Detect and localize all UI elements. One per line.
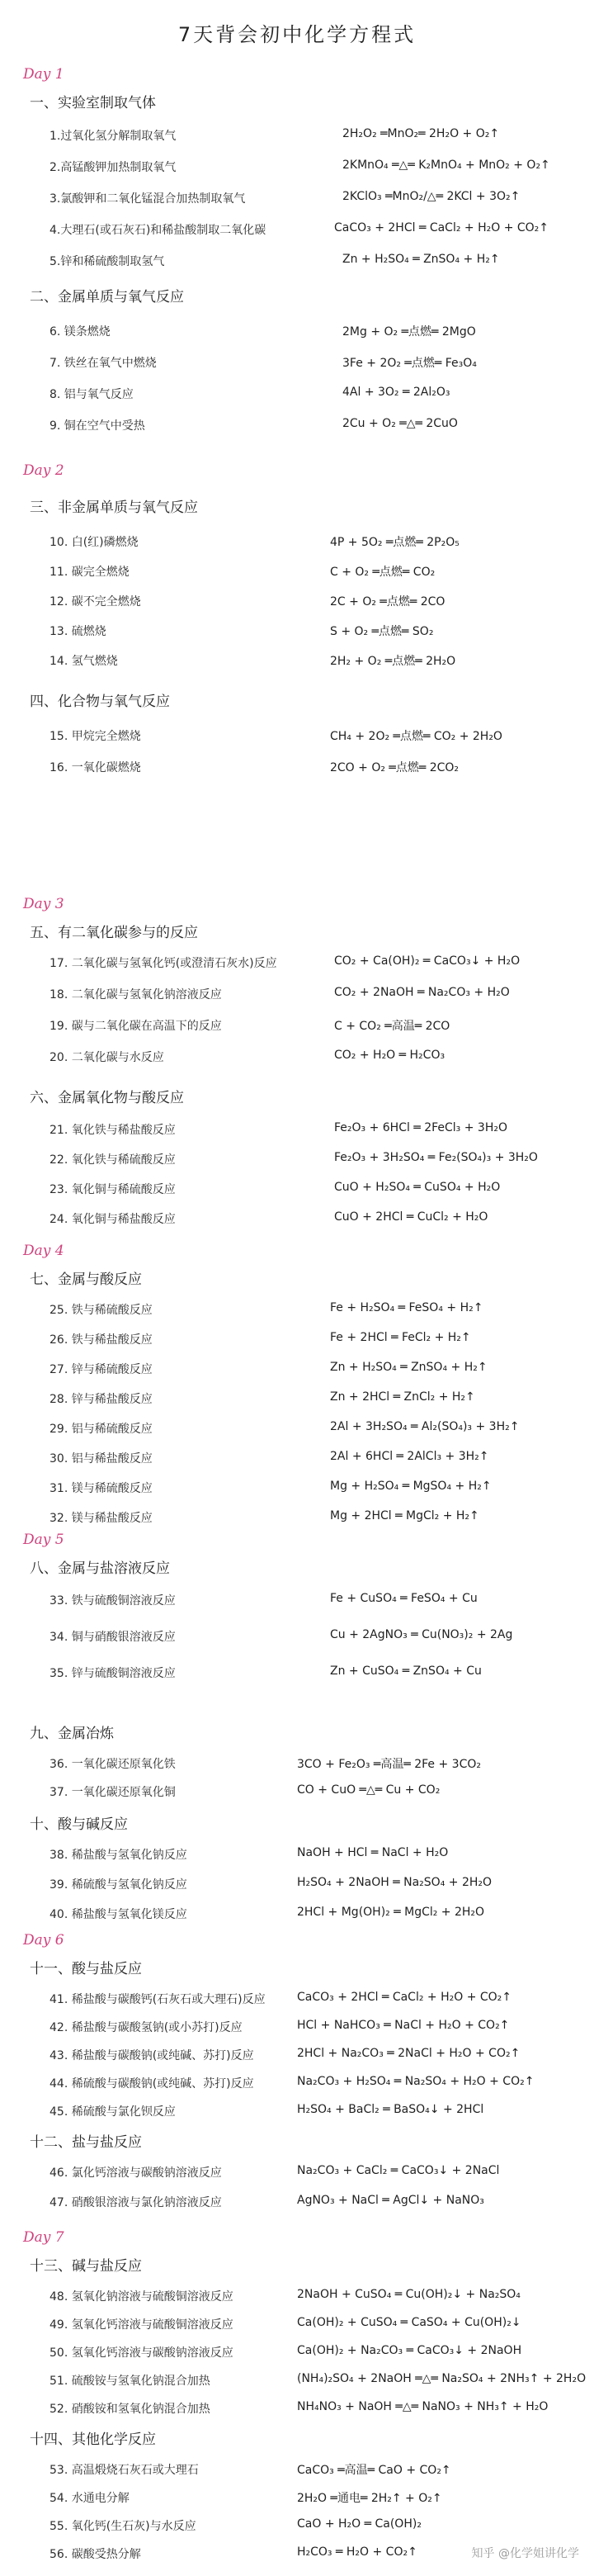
reaction-row [50, 1296, 578, 1324]
reaction-row [50, 381, 578, 409]
reaction-label: 38. 稀盐酸与氢氧化钠反应 [50, 1849, 187, 1862]
reaction-equation: CO₂ + H₂O ═ H₂CO₃ [334, 1049, 446, 1062]
reaction-equation: 2KClO₃ ═MnO₂/△═ 2KCl + 3O₂↑ [342, 190, 521, 203]
section-5-heading: 五、有二氧化碳参与的反应 [30, 925, 198, 941]
reaction-label: 51. 硫酸铵与氢氧化钠混合加热 [50, 2375, 210, 2388]
reaction-equation: CH₄ + 2O₂ ═点燃═ CO₂ + 2H₂O [330, 730, 502, 743]
reaction-row [50, 1901, 578, 1929]
reaction-row [50, 2098, 578, 2126]
reaction-equation: Zn + H₂SO₄ ═ ZnSO₄ + H₂↑ [330, 1361, 488, 1374]
reaction-label: 14. 氢气燃烧 [50, 655, 118, 668]
day-4-label: Day 4 [23, 1243, 64, 1259]
reaction-row [50, 1504, 578, 1532]
reaction-equation: 2NaOH + CuSO₄ ═ Cu(OH)₂↓ + Na₂SO₄ [297, 2288, 521, 2301]
reaction-row [50, 318, 578, 346]
reaction-row [50, 722, 578, 751]
reaction-row [50, 754, 578, 782]
reaction-equation: CO + CuO ═△═ Cu + CO₂ [297, 1783, 441, 1797]
section-4-heading: 四、化合物与氧气反应 [30, 694, 170, 710]
reaction-equation: 2Al + 6HCl ═ 2AlCl₃ + 3H₂↑ [330, 1450, 489, 1463]
reaction-row [50, 1116, 578, 1144]
section-3-heading: 三、非金属单质与氧气反应 [30, 500, 198, 516]
section-12-heading: 十二、盐与盐反应 [30, 2134, 142, 2151]
reaction-equation: C + O₂ ═点燃═ CO₂ [330, 566, 436, 579]
reaction-equation: 2H₂ + O₂ ═点燃═ 2H₂O [330, 655, 456, 668]
reaction-equation: 3CO + Fe₂O₃ ═高温═ 2Fe + 3CO₂ [297, 1758, 481, 1771]
reaction-label: 28. 锌与稀盐酸反应 [50, 1393, 153, 1406]
reaction-equation: Na₂CO₃ + H₂SO₄ ═ Na₂SO₄ + H₂O + CO₂↑ [297, 2075, 535, 2088]
day-6-label: Day 6 [23, 1932, 64, 1949]
reaction-equation: 2C + O₂ ═点燃═ 2CO [330, 595, 446, 608]
reaction-label: 21. 氧化铁与稀盐酸反应 [50, 1124, 176, 1137]
reaction-label: 16. 一氧化碳燃烧 [50, 761, 141, 774]
reaction-label: 45. 稀硫酸与氯化钡反应 [50, 2105, 176, 2119]
reaction-label: 50. 氢氧化钙溶液与碳酸钠溶液反应 [50, 2346, 233, 2360]
reaction-label: 9. 铜在空气中受热 [50, 419, 145, 433]
reaction-row [50, 349, 578, 377]
reaction-equation: Fe + H₂SO₄ ═ FeSO₄ + H₂↑ [330, 1301, 483, 1314]
reaction-label: 46. 氯化钙溶液与碳酸钠溶液反应 [50, 2166, 222, 2180]
reaction-row [50, 647, 578, 675]
reaction-row [50, 1326, 578, 1354]
reaction-equation: Na₂CO₃ + CaCl₂ ═ CaCO₃↓ + 2NaCl [297, 2164, 500, 2177]
reaction-label: 7. 铁丝在氧气中燃烧 [50, 357, 157, 370]
reaction-equation: Zn + 2HCl ═ ZnCl₂ + H₂↑ [330, 1390, 475, 1404]
reaction-label: 4.大理石(或石灰石)和稀盐酸制取二氧化碳 [50, 224, 266, 237]
reaction-label: 27. 锌与稀硫酸反应 [50, 1363, 153, 1376]
reaction-label: 29. 铝与稀硫酸反应 [50, 1423, 153, 1436]
reaction-label: 56. 碳酸受热分解 [50, 2548, 141, 2561]
reaction-label: 53. 高温煅烧石灰石或大理石 [50, 2464, 199, 2477]
reaction-equation: CuO + H₂SO₄ ═ CuSO₄ + H₂O [334, 1181, 501, 1194]
reaction-label: 34. 铜与硝酸银溶液反应 [50, 1631, 176, 1644]
reaction-row [50, 2014, 578, 2042]
section-10-heading: 十、酸与碱反应 [30, 1816, 128, 1833]
section-9-heading: 九、金属冶炼 [30, 1726, 114, 1742]
reaction-row [50, 1587, 578, 1615]
reaction-row [50, 1660, 578, 1688]
reaction-label: 20. 二氧化碳与水反应 [50, 1051, 164, 1064]
reaction-equation: NaOH + HCl ═ NaCl + H₂O [297, 1846, 449, 1859]
reaction-label: 24. 氧化铜与稀盐酸反应 [50, 1213, 176, 1226]
reaction-row [50, 1146, 578, 1174]
reaction-row [50, 185, 578, 213]
reaction-equation: Ca(OH)₂ + CuSO₄ ═ CaSO₄ + Cu(OH)₂↓ [297, 2316, 521, 2329]
reaction-label: 17. 二氧化碳与氢氧化钙(或澄清石灰水)反应 [50, 957, 277, 970]
section-1-heading: 一、实验室制取气体 [30, 95, 156, 111]
reaction-row [50, 1623, 578, 1651]
reaction-row [50, 618, 578, 646]
reaction-equation: Mg + H₂SO₄ ═ MgSO₄ + H₂↑ [330, 1480, 492, 1493]
reaction-equation: CaCO₃ + 2HCl ═ CaCl₂ + H₂O + CO₂↑ [334, 221, 549, 234]
reaction-label: 41. 稀盐酸与碳酸钙(石灰石或大理石)反应 [50, 1993, 266, 2006]
reaction-label: 37. 一氧化碳还原氧化铜 [50, 1786, 176, 1799]
reaction-label: 11. 碳完全燃烧 [50, 566, 130, 579]
reaction-label: 36. 一氧化碳还原氧化铁 [50, 1758, 176, 1771]
reaction-row [50, 1044, 578, 1072]
reaction-equation: 2HCl + Mg(OH)₂ ═ MgCl₂ + 2H₂O [297, 1906, 485, 1919]
section-14-heading: 十四、其他化学反应 [30, 2432, 156, 2448]
reaction-equation: Cu + 2AgNO₃ ═ Cu(NO₃)₂ + 2Ag [330, 1628, 513, 1641]
reaction-row [50, 1176, 578, 1204]
reaction-row [50, 2484, 578, 2512]
reaction-label: 30. 铝与稀盐酸反应 [50, 1452, 153, 1466]
reaction-row [50, 2456, 578, 2484]
reaction-label: 47. 硝酸银溶液与氯化钠溶液反应 [50, 2196, 222, 2209]
reaction-row [50, 2311, 578, 2339]
reaction-row [50, 2367, 587, 2395]
reaction-row [50, 558, 578, 586]
reaction-label: 40. 稀盐酸与氢氧化镁反应 [50, 1908, 187, 1921]
reaction-equation: AgNO₃ + NaCl ═ AgCl↓ + NaNO₃ [297, 2194, 484, 2207]
reaction-label: 13. 硫燃烧 [50, 625, 106, 638]
reaction-equation: 2CO + O₂ ═点燃═ 2CO₂ [330, 761, 460, 774]
reaction-row [50, 1205, 578, 1234]
reaction-row [50, 412, 578, 440]
reaction-row [50, 2339, 578, 2367]
source-watermark: 知乎 @化学姐讲化学 [471, 2547, 579, 2560]
reaction-label: 43. 稀盐酸与碳酸钠(或纯碱、苏打)反应 [50, 2049, 254, 2062]
reaction-equation: Zn + H₂SO₄ ═ ZnSO₄ + H₂↑ [342, 253, 500, 266]
reaction-row [50, 2512, 578, 2540]
reaction-equation: CO₂ + 2NaOH ═ Na₂CO₃ + H₂O [334, 986, 510, 999]
reaction-row [50, 216, 578, 244]
reaction-equation: 3Fe + 2O₂ ═点燃═ Fe₃O₄ [342, 357, 477, 370]
reaction-row [50, 1356, 578, 1384]
reaction-row [50, 122, 578, 150]
reaction-equation: 2Mg + O₂ ═点燃═ 2MgO [342, 325, 476, 339]
reaction-label: 19. 碳与二氧化碳在高温下的反应 [50, 1020, 222, 1033]
reaction-equation: C + CO₂ ═高温═ 2CO [334, 1020, 450, 1033]
day-5-label: Day 5 [23, 1532, 64, 1548]
section-2-heading: 二、金属单质与氧气反应 [30, 289, 184, 305]
reaction-row [50, 1385, 578, 1413]
reaction-label: 3.氯酸钾和二氧化锰混合加热制取氧气 [50, 192, 246, 206]
section-8-heading: 八、金属与盐溶液反应 [30, 1560, 170, 1577]
reaction-equation: H₂SO₄ + 2NaOH ═ Na₂SO₄ + 2H₂O [297, 1876, 493, 1889]
page-title: 7天背会初中化学方程式 [177, 23, 417, 46]
reaction-label: 48. 氢氧化钠溶液与硫酸铜溶液反应 [50, 2290, 233, 2304]
reaction-equation: Fe₂O₃ + 6HCl ═ 2FeCl₃ + 3H₂O [334, 1121, 507, 1134]
day-1-label: Day 1 [23, 66, 64, 83]
reaction-label: 49. 氢氧化钙溶液与硫酸铜溶液反应 [50, 2318, 233, 2332]
reaction-label: 12. 碳不完全燃烧 [50, 595, 141, 608]
reaction-row [50, 588, 578, 616]
reaction-equation: (NH₄)₂SO₄ + 2NaOH ═△═ Na₂SO₄ + 2NH₃↑ + 2H₂O [297, 2372, 587, 2385]
reaction-label: 6. 镁条燃烧 [50, 325, 111, 339]
reaction-row [50, 1871, 578, 1899]
reaction-label: 54. 水通电分解 [50, 2492, 130, 2505]
reaction-label: 32. 镁与稀盐酸反应 [50, 1512, 153, 1525]
reaction-row [50, 2070, 578, 2098]
reaction-row [50, 1778, 578, 1807]
reaction-equation: H₂SO₄ + BaCl₂ ═ BaSO₄↓ + 2HCl [297, 2103, 484, 2116]
reaction-equation: 2H₂O₂ ═MnO₂═ 2H₂O + O₂↑ [342, 127, 500, 140]
reaction-label: 55. 氧化钙(生石灰)与水反应 [50, 2520, 196, 2533]
reaction-equation: Fe₂O₃ + 3H₂SO₄ ═ Fe₂(SO₄)₃ + 3H₂O [334, 1151, 538, 1164]
reaction-label: 8. 铝与氧气反应 [50, 388, 134, 401]
reaction-label: 15. 甲烷完全燃烧 [50, 730, 141, 743]
reaction-label: 42. 稀盐酸与碳酸氢钠(或小苏打)反应 [50, 2021, 243, 2034]
reaction-equation: Ca(OH)₂ + Na₂CO₃ ═ CaCO₃↓ + 2NaOH [297, 2344, 522, 2357]
day-3-label: Day 3 [23, 896, 64, 912]
reaction-equation: CaCO₃ + 2HCl ═ CaCl₂ + H₂O + CO₂↑ [297, 1991, 512, 2004]
reaction-row [50, 2159, 578, 2187]
reaction-equation: CO₂ + Ca(OH)₂ ═ CaCO₃↓ + H₂O [334, 954, 521, 968]
day-2-label: Day 2 [23, 462, 64, 479]
reaction-label: 44. 稀硫酸与碳酸钠(或纯碱、苏打)反应 [50, 2077, 254, 2091]
reaction-row [50, 248, 578, 276]
reaction-row [50, 981, 578, 1009]
reaction-label: 1.过氧化氢分解制取氧气 [50, 130, 177, 143]
reaction-equation: Mg + 2HCl ═ MgCl₂ + H₂↑ [330, 1509, 479, 1522]
reaction-equation: CaO + H₂O ═ Ca(OH)₂ [297, 2517, 422, 2531]
reaction-row [50, 2395, 578, 2423]
reaction-equation: 2H₂O ═通电═ 2H₂↑ + O₂↑ [297, 2492, 442, 2505]
reaction-label: 10. 白(红)磷燃烧 [50, 536, 139, 549]
reaction-equation: H₂CO₃ ═ H₂O + CO₂↑ [297, 2545, 417, 2559]
reaction-label: 25. 铁与稀硫酸反应 [50, 1304, 153, 1317]
reaction-equation: Fe + 2HCl ═ FeCl₂ + H₂↑ [330, 1331, 471, 1344]
reaction-label: 35. 锌与硫酸铜溶液反应 [50, 1667, 176, 1680]
reaction-equation: HCl + NaHCO₃ ═ NaCl + H₂O + CO₂↑ [297, 2019, 510, 2032]
reaction-row [50, 1415, 578, 1443]
reaction-equation: 2Cu + O₂ ═△═ 2CuO [342, 417, 458, 430]
reaction-equation: S + O₂ ═点燃═ SO₂ [330, 625, 434, 638]
reaction-equation: Zn + CuSO₄ ═ ZnSO₄ + Cu [330, 1664, 482, 1678]
reaction-label: 39. 稀硫酸与氢氧化钠反应 [50, 1878, 187, 1892]
reaction-label: 5.锌和稀硫酸制取氢气 [50, 255, 165, 268]
reaction-row [50, 949, 578, 978]
reaction-row [50, 1841, 578, 1869]
reaction-equation: 2HCl + Na₂CO₃ ═ 2NaCl + H₂O + CO₂↑ [297, 2047, 521, 2060]
reaction-equation: CaCO₃ ═高温═ CaO + CO₂↑ [297, 2464, 451, 2477]
reaction-row [50, 2283, 578, 2311]
reaction-row [50, 2042, 578, 2070]
reaction-equation: CuO + 2HCl ═ CuCl₂ + H₂O [334, 1210, 488, 1224]
reaction-row [50, 1475, 578, 1503]
reaction-label: 31. 镁与稀硫酸反应 [50, 1482, 153, 1495]
reaction-row [50, 1750, 578, 1778]
section-11-heading: 十一、酸与盐反应 [30, 1961, 142, 1977]
reaction-row [50, 154, 578, 182]
reaction-label: 22. 氧化铁与稀硫酸反应 [50, 1153, 176, 1167]
reaction-label: 52. 硝酸铵和氢氧化钠混合加热 [50, 2403, 210, 2416]
reaction-equation: 2Al + 3H₂SO₄ ═ Al₂(SO₄)₃ + 3H₂↑ [330, 1420, 520, 1433]
reaction-equation: 2KMnO₄ ═△═ K₂MnO₄ + MnO₂ + O₂↑ [342, 159, 550, 172]
reaction-label: 33. 铁与硫酸铜溶液反应 [50, 1594, 176, 1608]
section-6-heading: 六、金属氧化物与酸反应 [30, 1090, 184, 1106]
reaction-row [50, 1445, 578, 1473]
reaction-row [50, 1012, 578, 1040]
section-13-heading: 十三、碱与盐反应 [30, 2258, 142, 2275]
reaction-label: 18. 二氧化碳与氢氧化钠溶液反应 [50, 988, 222, 1002]
section-7-heading: 七、金属与酸反应 [30, 1271, 142, 1288]
reaction-equation: NH₄NO₃ + NaOH ═△═ NaNO₃ + NH₃↑ + H₂O [297, 2400, 549, 2413]
reaction-equation: 4P + 5O₂ ═点燃═ 2P₂O₅ [330, 536, 460, 549]
reaction-label: 23. 氧化铜与稀硫酸反应 [50, 1183, 176, 1196]
reaction-row [50, 1986, 578, 2014]
reaction-equation: 4Al + 3O₂ ═ 2Al₂O₃ [342, 386, 450, 399]
reaction-row [50, 528, 578, 556]
day-7-label: Day 7 [23, 2229, 64, 2246]
reaction-row [50, 2189, 578, 2217]
reaction-label: 26. 铁与稀盐酸反应 [50, 1333, 153, 1347]
reaction-label: 2.高锰酸钾加热制取氧气 [50, 161, 177, 174]
reaction-equation: Fe + CuSO₄ ═ FeSO₄ + Cu [330, 1592, 478, 1605]
